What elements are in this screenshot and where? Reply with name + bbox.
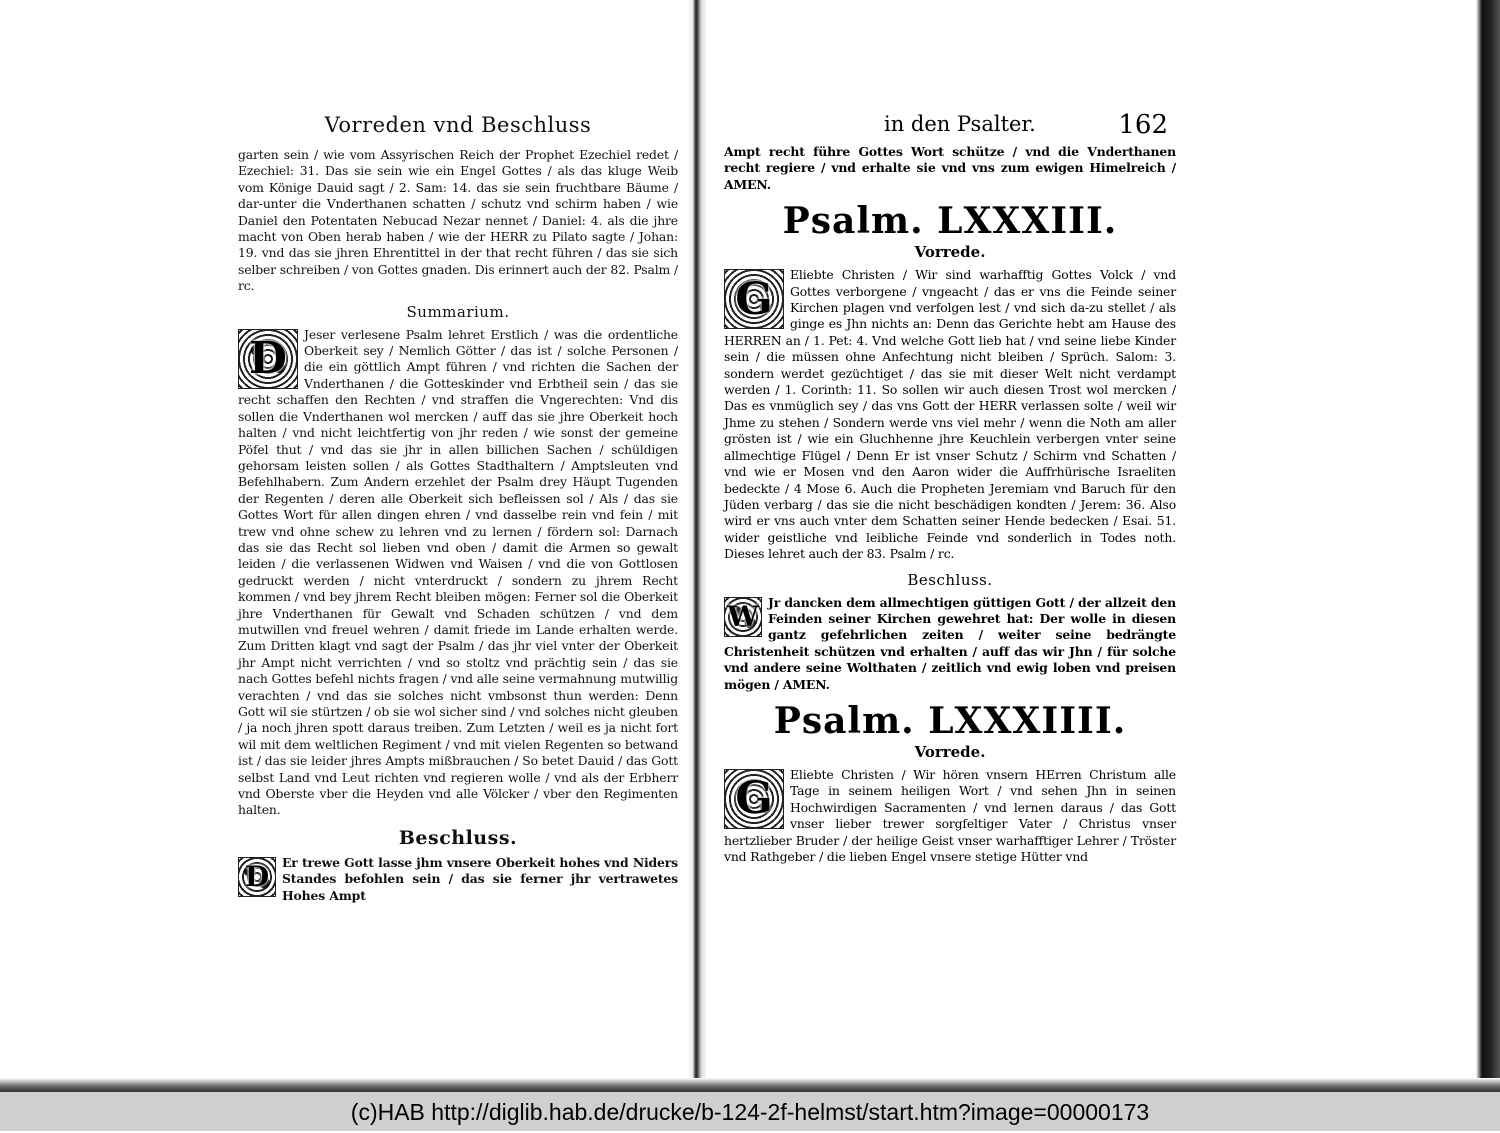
left-beschluss-heading: Beschluss.: [398, 826, 518, 849]
left-page: [0, 0, 688, 1090]
initial-letter: W: [727, 600, 759, 634]
bottom-edge-shadow: [0, 1078, 1500, 1092]
decorated-initial-g: [724, 269, 784, 329]
summarium-paragraph: Jeser verlesene Psalm lehret Erstlich / was die ordentliche Oberkeit sey / Nemlich Götter / das ist / solche Personen / die ein göttlich Ampt führen / vnd richten die Sachen der Vnderthanen / die Gotteskinder vnd Erbtheil sein / das sie recht schaffen den Rechten / vnd straffen die Vngerechten: Vnd dis sollen die Vnderthanen wol mercken / auff das sie jhre Oberkeit hoch halten / vnd nicht leichtfertig von jhr reden / wie sonst der gemeine Pöfel thut / vnd das sie jhr in allen billichen Sachen / schüldigen gehorsam leisten sollen / als Gottes Stadthaltern / Amptsleuten vnd Befehlhabern. Zum Andern erzehlet der Psalm drey Häupt Tugenden der Regenten / deren alle Oberkeit sich befleissen sol / Als / das sie Gottes Wort für allen dingen ehren / vnd dasselbe rein vnd fein / mit trew vnd ohne schew zu lehren vnd zu lernen / fördern sol: Darnach das sie das Recht sol lieben vnd oben / damit die Armen so gewalt leiden / die verlassenen Widwen vnd Waisen / vnd die von Gottlosen gedruckt werden / nicht vnterdruckt / sondern zu jhrem Recht kommen / vnd bey jhrem Recht bleiben mögen: Ferner sol die Oberkeit jhre Vnderthanen für Gewalt vnd Schaden schützen / vnd dem mutwillen vnd freuel wehren / damit friede im Lande erhalten werde. Zum Dritten klagt vnd sagt der Psalm / das jhr viel vnter der Oberkeit jhr Ampt nicht verrichten / vnd so stoltz vnd prächtig sein / das sie nach Gottes befehl nichts fragen / vnd alle seine vermahnung mutwillig verachten / vnd das sie solches nicht vmbsonst thun werden: Denn Gott wil sie stürtzen / ob sie wol sicher sind / vnd solches nicht gleuben / ja noch jhren spott daraus treiben. Zum Letzten / weil es ja nicht fort wil mit dem weltlichen Regiment / vnd mit vielen Regenten so betwand ist / das sie leider jhres Ampts mißbrauchen / So betet Dauid / das Gott selbst Land vnd Leut richten vnd regieren wolle / vnd als der Erbherr vnd Oberste vber die Heyden vnd alle Völcker / vber den Regimenten halten.: [238, 326, 678, 818]
initial-letter: G: [735, 273, 773, 325]
initial-letter: G: [735, 773, 773, 825]
left-beschluss-paragraph: Er trewe Gott lasse jhm vnsere Oberkeit hohes vnd Niders Standes befohlen sein / das sie ferner jhr vertrawetes Hohes Ampt: [282, 854, 678, 903]
psalm-84-vorrede-paragraph: Eliebte Christen / Wir hören vnsern HErren Christum alle Tage in seinem heiligen Wort / vnd sehen Jhn in seinen Hochwirdigen Sacramenten / vnd lernen daraus / das Gott vnser lieber trewer sorgfeltiger Vater / Christus vnser hertzlieber Bruder / der heilige Geist vnser warhafftiger Lehrer / Tröster vnd Rathgeber / die lieben Engel vnsere stetige Hütter vnd: [724, 766, 1176, 864]
decorated-initial-d-small: [238, 857, 276, 897]
decorated-initial-g: [724, 769, 784, 829]
left-intro-paragraph: garten sein / wie vom Assyrischen Reich der Prophet Ezechiel redet / Ezechiel: 31. Das sie sein wie ein Engel Gottes / als das kluge Weib vom Könige Dauid sagt / 2. Sam: 14. das sie sein fruchtbare Bäume / dar-unter die Vnderthanen schatten / schutz vnd schirm haben / wie Daniel den Potentaten Nebucad Nezar nennet / Daniel: 4. als die jhre macht von Oben herab haben / wie der HERR zu Pilato sagte / Johan: 19. vnd das sie jhren Ehrentittel in der that recht führen / das sie sich selber schreiben / von Gottes gnaden. Dis erinnert auch der 82. Psalm / rc.: [238, 147, 678, 294]
psalm-83-vorrede-heading: Vorrede.: [914, 243, 986, 262]
right-running-head: [724, 110, 1176, 142]
psalm-84-vorrede-heading: Vorrede.: [914, 742, 986, 761]
right-top-paragraph: Ampt recht führe Gottes Wort schütze / vnd die Vnderthanen recht regiere / vnd erhalte sie vnd vns zum ewigen Himelreich / AMEN.: [724, 144, 1176, 192]
left-running-head: Vorreden vnd Beschluss: [324, 113, 592, 137]
summarium-heading: Summarium.: [406, 302, 510, 321]
psalm-83-title: Psalm. LXXXIII.: [782, 200, 1118, 243]
psalm-84-title: Psalm. LXXXIIII.: [773, 699, 1127, 742]
psalm-83-beschluss-heading: Beschluss.: [907, 570, 993, 589]
right-book-edge: [1476, 0, 1500, 1090]
right-running-head-title: in den Psalter.: [884, 112, 1036, 136]
initial-letter: D: [248, 333, 288, 385]
book-gutter: [686, 0, 708, 1090]
footer-credit-link[interactable]: (c)HAB http://diglib.hab.de/drucke/b-124-2f-helmst/start.htm?image=00000173: [350, 1099, 1150, 1125]
initial-letter: D: [244, 860, 270, 894]
decorated-initial-d: [238, 329, 298, 389]
decorated-initial-w: [724, 597, 762, 637]
right-page-text-column: [724, 110, 1176, 865]
left-page-text-column: [238, 113, 678, 904]
psalm-83-beschluss-paragraph: Jr dancken dem allmechtigen güttigen Gott / der allzeit den Feinden seiner Kirchen gewehret hat: Der wolle in diesen gantz gefehrlichen zeiten / weiter seine bedrängte Christenheit schützen vnd erhalten / auff das wir Jhn / für solche vnd andere seine Wolthaten / zeitlich vnd ewig loben vnd preisen mögen / AMEN.: [724, 594, 1176, 692]
psalm-83-vorrede-paragraph: Eliebte Christen / Wir sind warhafftig Gottes Volck / vnd Gottes verborgene / vngeacht / das er vns die Feinde seiner Kirchen plagen vnd verfolgen lest / vnd sich da-zu stellet / als ginge es Jhn nichts an: Denn das Gerichte hebt am Hause des HERREN an / 1. Pet: 4. Vnd welche Gott lieb hat / vnd seine liebe Kinder sein / die müssen ohne Anfechtung nicht bleiben / Sprüch. Salom: 3. sondern werdet gezüchtiget / das sie mit dieser Welt nicht verdampt werden / 1. Corinth: 11. So sollen wir auch diesen Trost wol mercken / Das es vnmüglich sey / das vns Gott der HERR verlassen solte / weil wir Jhme zu stehen / Sondern werde vns viel mehr / wenn die Noth am aller grösten ist / wie ein Gluchhenne jhre Keuchlein verbergen vnter seine allmechtige Flügel / Denn Er ist vnser Schutz / Schirm vnd Schatten / vnd wie er Mosen vnd den Aaron wider die Auffrhürische Israeliten bedeckte / 4 Mose 6. Auch die Propheten Jeremiam vnd Baruch für den Jüden verbarg / das sie die nicht beschädigen kondten / Jerem: 36. Also wird er vns auch vnter dem Schatten seiner Hende bedecken / Esai. 51. wider geistliche vnd leibliche Feinde vnd sonderlich in Todes noth. Dieses lehret auch der 83. Psalm / rc.: [724, 267, 1176, 562]
page-number: 162: [1118, 110, 1168, 140]
